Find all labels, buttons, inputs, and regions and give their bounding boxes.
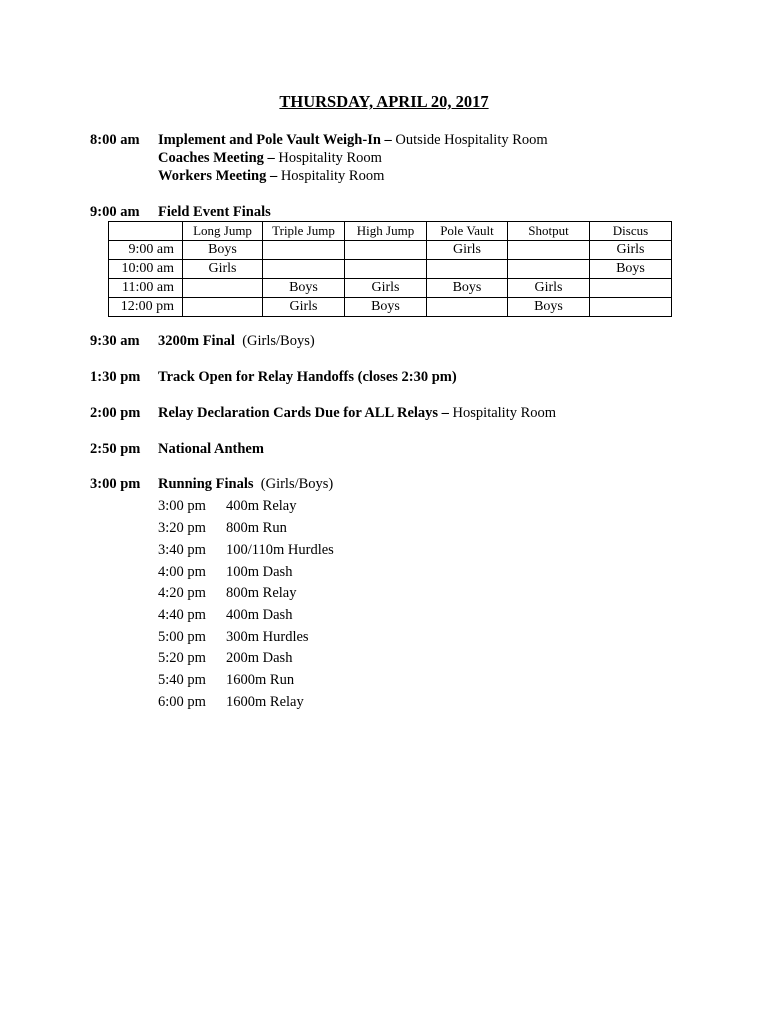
schedule-location: Hospitality Room: [277, 168, 385, 184]
table-cell: 12:00 pm: [109, 298, 183, 317]
table-cell: Girls: [345, 279, 427, 298]
schedule-time: 3:00 pm: [90, 476, 141, 492]
table-cell: Boys: [183, 241, 263, 260]
table-cell: [263, 260, 345, 279]
table-cell: [427, 260, 508, 279]
event-name: 400m Dash: [226, 607, 293, 623]
schedule-desc: [158, 367, 457, 387]
schedule-time: 1:30 pm: [90, 369, 141, 385]
event-time: 3:20 pm: [158, 520, 206, 536]
table-cell: [345, 260, 427, 279]
table-cell: [345, 241, 427, 260]
event-time: 5:00 pm: [158, 629, 206, 645]
schedule-title: Relay Declaration Cards Due for ALL Relays –: [158, 405, 449, 421]
schedule-desc: [158, 130, 548, 150]
table-row: [109, 279, 672, 298]
schedule-location: (Girls/Boys): [253, 476, 334, 492]
table-cell: 10:00 am: [109, 260, 183, 279]
table-row: [109, 298, 672, 317]
table-cell: [183, 279, 263, 298]
table-cell: 9:00 am: [109, 241, 183, 260]
event-time: 4:40 pm: [158, 607, 206, 623]
schedule-title: National Anthem: [158, 441, 264, 457]
table-cell: Girls: [590, 241, 672, 260]
schedule-desc: [158, 474, 333, 494]
schedule-desc: [158, 403, 556, 423]
event-name: 800m Run: [226, 520, 287, 536]
event-name: 200m Dash: [226, 650, 293, 666]
table-cell: [590, 298, 672, 317]
schedule-title: Coaches Meeting –: [158, 150, 275, 166]
table-header-row: [109, 222, 672, 241]
schedule-title: Implement and Pole Vault Weigh-In –: [158, 132, 392, 148]
schedule-time: 9:30 am: [90, 333, 140, 349]
table-header: Pole Vault: [427, 222, 508, 241]
table-cell: Girls: [427, 241, 508, 260]
schedule-time: 9:00 am: [90, 204, 140, 220]
schedule-time: 8:00 am: [90, 132, 140, 148]
table-row: [109, 241, 672, 260]
schedule-title: Track Open for Relay Handoffs (closes 2:30 pm): [158, 369, 457, 385]
schedule-title: Running Finals: [158, 476, 254, 492]
schedule-desc: [158, 439, 264, 459]
event-name: 800m Relay: [226, 585, 297, 601]
table-cell: Girls: [508, 279, 590, 298]
schedule-title: Workers Meeting –: [158, 168, 278, 184]
table-cell: [263, 241, 345, 260]
table-header: Discus: [590, 222, 672, 241]
table-cell: Boys: [590, 260, 672, 279]
table-cell: [427, 298, 508, 317]
event-time: 3:00 pm: [158, 498, 206, 514]
schedule-time: 2:50 pm: [90, 441, 141, 457]
schedule-desc: [158, 202, 271, 222]
table-header: Shotput: [508, 222, 590, 241]
schedule-desc: [158, 148, 382, 168]
schedule-desc: [158, 166, 384, 186]
schedule-location: Hospitality Room: [274, 150, 382, 166]
schedule-location: Hospitality Room: [448, 405, 557, 421]
event-name: 100/110m Hurdles: [226, 542, 334, 558]
event-name: 1600m Run: [226, 672, 295, 688]
table-cell: Girls: [263, 298, 345, 317]
event-time: 3:40 pm: [158, 542, 206, 558]
table-cell: [508, 260, 590, 279]
event-time: 6:00 pm: [158, 694, 206, 710]
schedule-location: Outside Hospitality Room: [391, 132, 548, 148]
table-cell: Boys: [263, 279, 345, 298]
schedule-title: Field Event Finals: [158, 204, 271, 220]
table-cell: 11:00 am: [109, 279, 183, 298]
table-cell: [183, 298, 263, 317]
table-cell: Boys: [345, 298, 427, 317]
event-name: 100m Dash: [226, 564, 293, 580]
schedule-title: 3200m Final: [158, 333, 235, 349]
event-name: 1600m Relay: [226, 694, 304, 710]
table-cell: Boys: [508, 298, 590, 317]
field-events-table: [108, 221, 672, 317]
event-time: 5:20 pm: [158, 650, 206, 666]
event-time: 4:00 pm: [158, 564, 206, 580]
schedule-location: (Girls/Boys): [234, 333, 315, 349]
event-name: 300m Hurdles: [226, 629, 309, 645]
table-row: [109, 260, 672, 279]
table-cell: [508, 241, 590, 260]
table-header: High Jump: [345, 222, 427, 241]
event-time: 4:20 pm: [158, 585, 206, 601]
event-time: 5:40 pm: [158, 672, 206, 688]
schedule-time: 2:00 pm: [90, 405, 141, 421]
table-header: Triple Jump: [263, 222, 345, 241]
page-title: THURSDAY, APRIL 20, 2017: [279, 92, 489, 111]
table-cell: [590, 279, 672, 298]
table-header: [109, 222, 183, 241]
table-cell: Girls: [183, 260, 263, 279]
table-header: Long Jump: [183, 222, 263, 241]
schedule-desc: [158, 331, 315, 351]
event-name: 400m Relay: [226, 498, 297, 514]
table-cell: Boys: [427, 279, 508, 298]
